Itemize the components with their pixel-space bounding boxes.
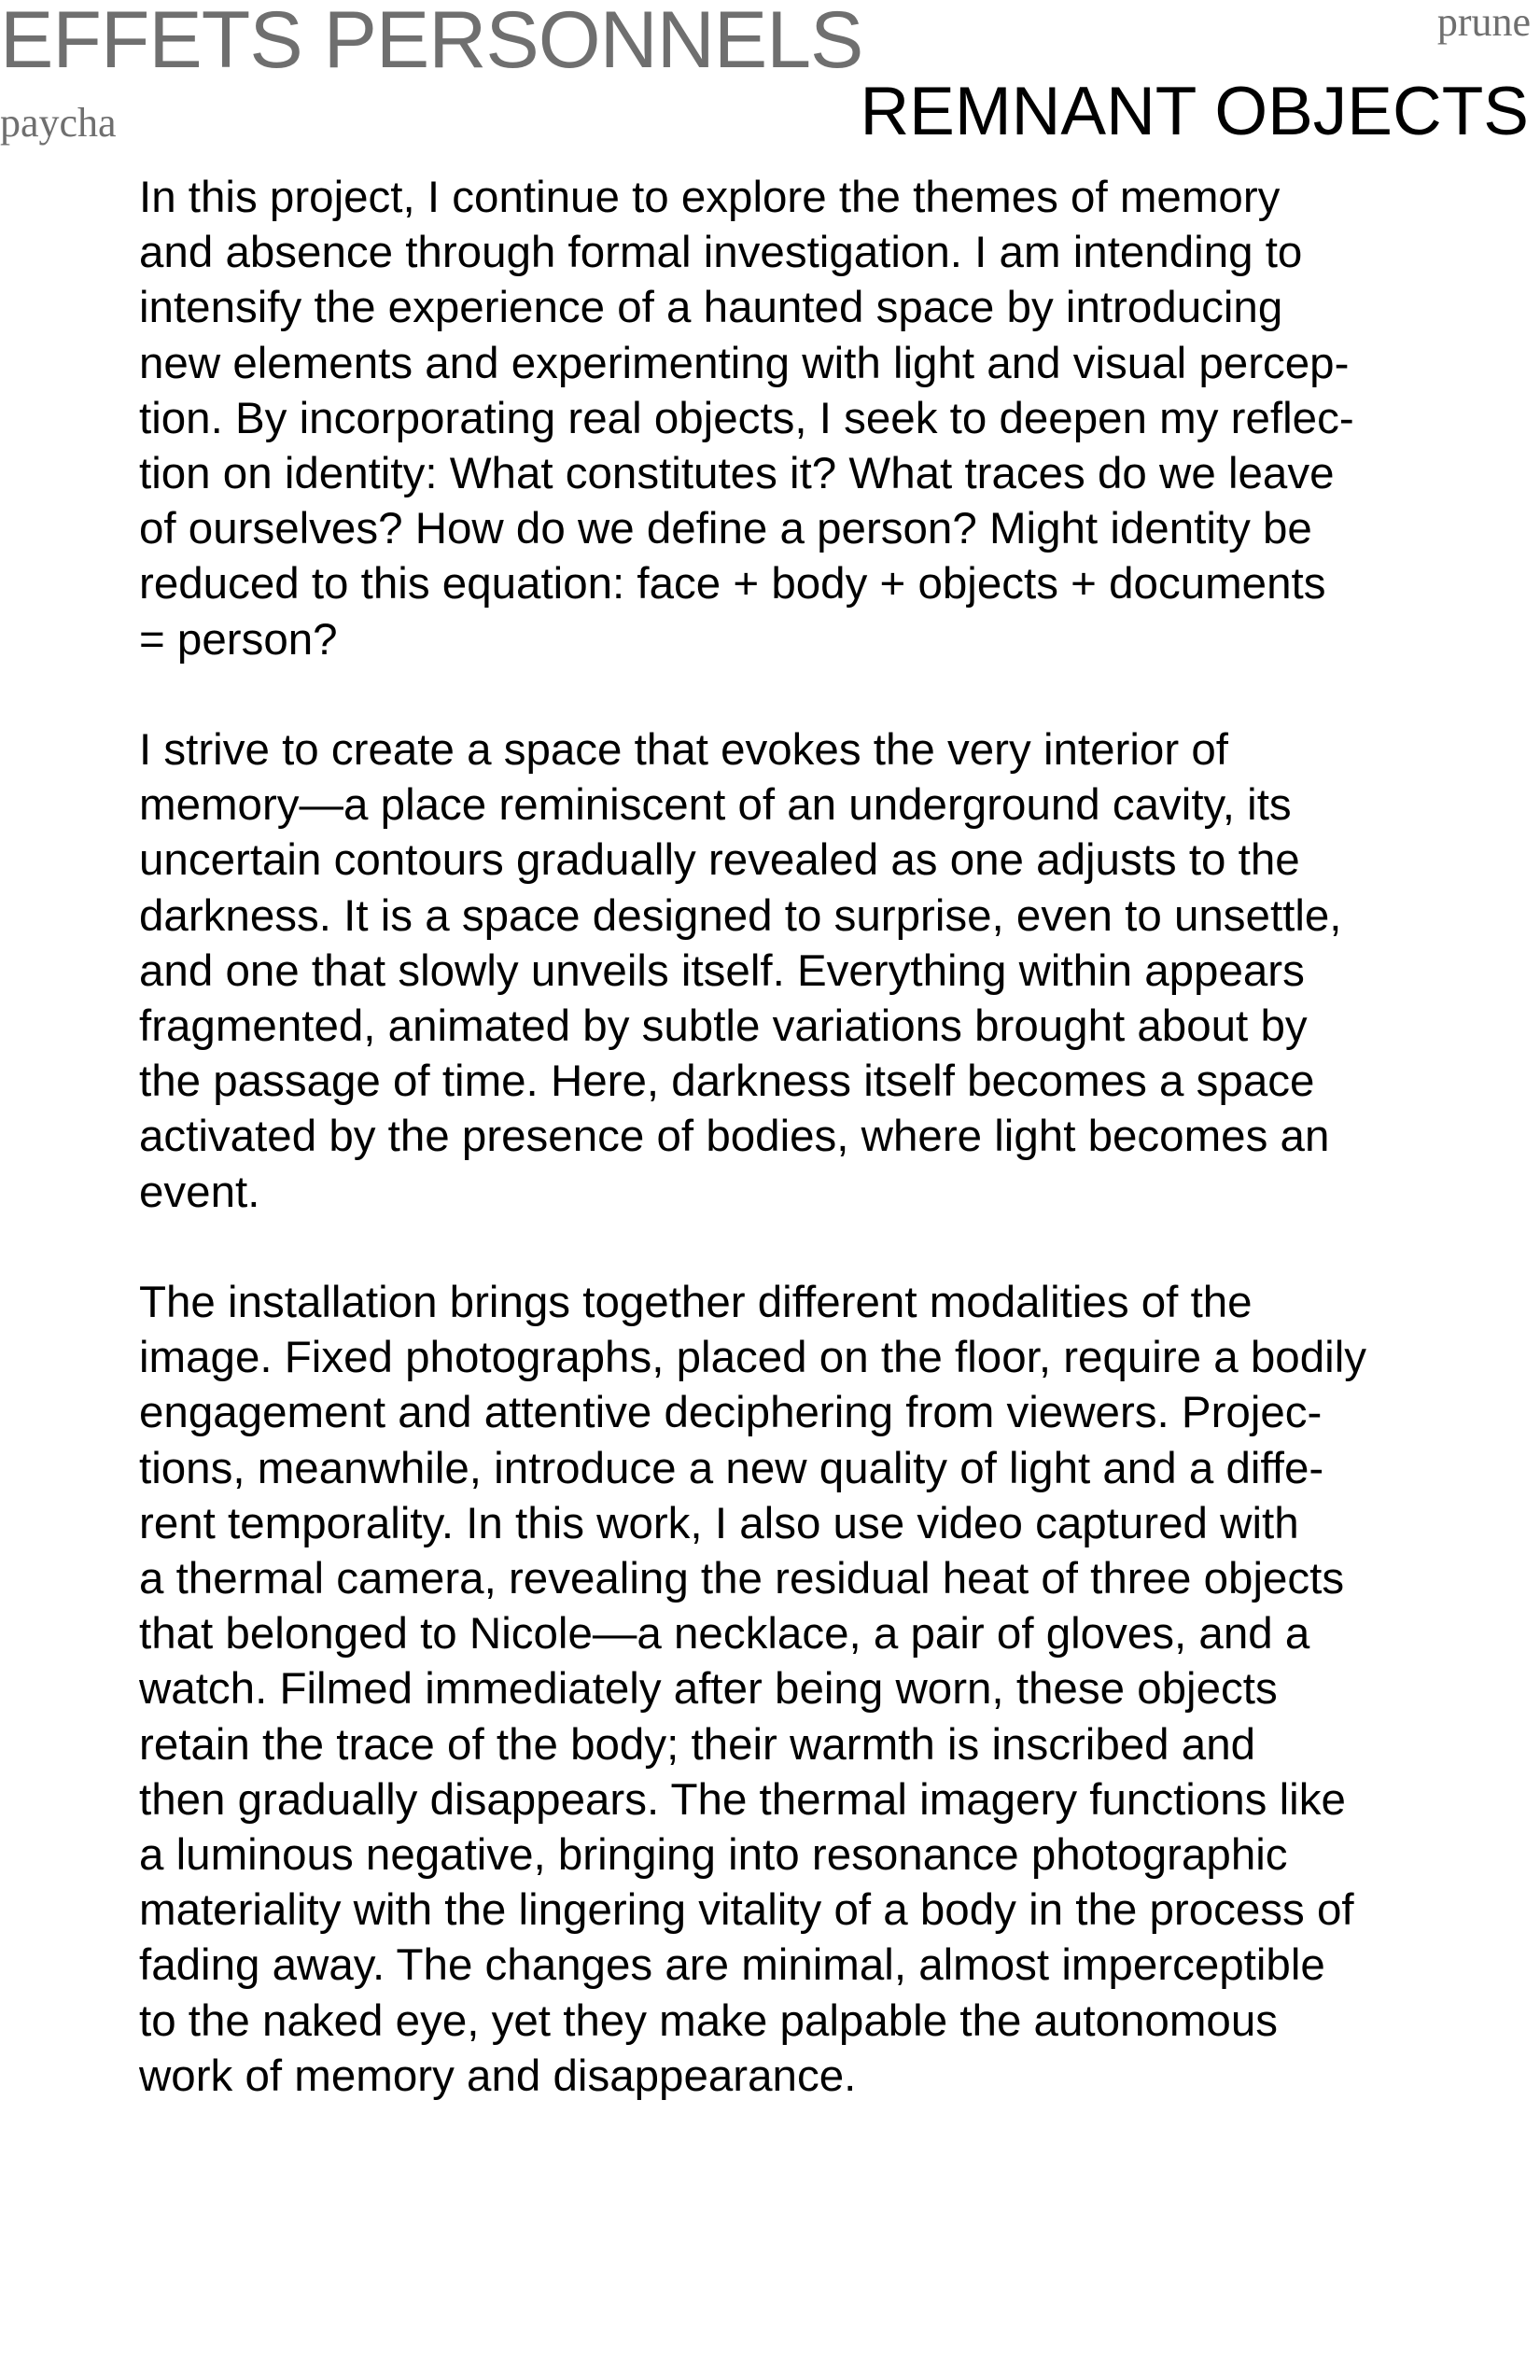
- text-line: engagement and attentive deciphering from viewers. Projec-: [139, 1388, 1323, 1438]
- text-line: then gradually disappears. The thermal imagery functions like: [139, 1774, 1346, 1825]
- text-line: I strive to create a space that evokes the very interior of: [139, 725, 1228, 776]
- text-line: to the naked eye, yet they make palpable the autonomous: [139, 1995, 1278, 2046]
- text-line: reduced to this equation: face + body + objects + documents: [139, 559, 1326, 609]
- author-last-name: paycha: [0, 100, 117, 146]
- text-line: work of memory and disappearance.: [139, 2051, 857, 2101]
- text-line: uncertain contours gradually revealed as one adjusts to the: [139, 835, 1300, 886]
- paragraph-3: [139, 1275, 1464, 2104]
- text-line: materiality with the lingering vitality of a body in the process of: [139, 1885, 1354, 1936]
- text-line: watch. Filmed immediately after being worn, these objects: [139, 1664, 1278, 1715]
- text-line: darkness. It is a space designed to surprise, even to unsettle,: [139, 890, 1342, 941]
- text-line: event.: [139, 1167, 260, 1217]
- text-line: a luminous negative, bringing into resonance photographic: [139, 1830, 1288, 1881]
- english-title: REMNANT OBJECTS: [860, 74, 1529, 149]
- text-line: a thermal camera, revealing the residual heat of three objects: [139, 1554, 1345, 1604]
- text-line: = person?: [139, 614, 338, 665]
- text-line: The installation brings together different modalities of the: [139, 1278, 1253, 1328]
- author-first-name: prune: [1436, 0, 1531, 45]
- text-line: image. Fixed photographs, placed on the floor, require a bodily: [139, 1333, 1366, 1383]
- text-line: and one that slowly unveils itself. Everything within appears: [139, 945, 1305, 996]
- text-line: rent temporality. In this work, I also use video captured with: [139, 1498, 1299, 1548]
- text-line: of ourselves? How do we define a person? Might identity be: [139, 504, 1312, 554]
- paragraph-1: [139, 170, 1464, 667]
- text-line: that belonged to Nicole—a necklace, a pair of gloves, and a: [139, 1609, 1310, 1659]
- text-line: fading away. The changes are minimal, almost imperceptible: [139, 1940, 1325, 1991]
- text-line: fragmented, animated by subtle variations brought about by: [139, 1001, 1308, 1052]
- text-line: In this project, I continue to explore the themes of memory: [139, 173, 1281, 222]
- text-line: retain the trace of the body; their warmth is inscribed and: [139, 1719, 1256, 1770]
- french-title: EFFETS PERSONNELS: [0, 0, 863, 85]
- body-text: [139, 170, 1464, 2159]
- text-line: memory—a place reminiscent of an underground cavity, its: [139, 780, 1292, 831]
- text-line: intensify the experience of a haunted space by introducing: [139, 283, 1283, 333]
- text-line: new elements and experimenting with light and visual percep-: [139, 338, 1350, 388]
- text-line: tion on identity: What constitutes it? What traces do we leave: [139, 449, 1335, 499]
- paragraph-2: [139, 722, 1464, 1220]
- text-line: the passage of time. Here, darkness itself becomes a space: [139, 1057, 1315, 1107]
- text-line: and absence through formal investigation. I am intending to: [139, 228, 1303, 278]
- text-line: tions, meanwhile, introduce a new quality of light and a diffe-: [139, 1443, 1324, 1493]
- text-line: tion. By incorporating real objects, I seek to deepen my reflec-: [139, 393, 1354, 443]
- text-line: activated by the presence of bodies, where light becomes an: [139, 1112, 1330, 1162]
